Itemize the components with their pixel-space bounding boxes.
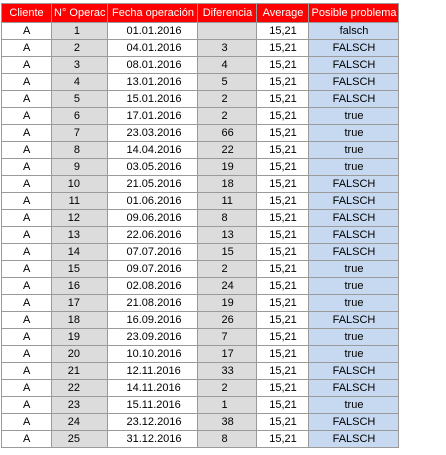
cell-op-value: 19	[67, 331, 80, 343]
cell-posible-problema[interactable]: true	[309, 142, 399, 159]
cell-date[interactable]: 23.12.2016	[108, 414, 198, 431]
cell-posible-problema[interactable]: true	[309, 295, 399, 312]
cell-cliente[interactable]: A	[2, 176, 52, 193]
cell-cliente[interactable]: A	[2, 91, 52, 108]
cell-average[interactable]: 15,21	[257, 380, 309, 397]
cell-diff[interactable]: 19	[198, 295, 257, 312]
cell-average[interactable]: 15,21	[257, 125, 309, 142]
cell-posible-problema[interactable]: FALSCH	[309, 414, 399, 431]
table-row	[2, 414, 399, 431]
table-row	[2, 295, 399, 312]
cell-diff[interactable]: 2	[198, 261, 257, 278]
cell-posible-problema[interactable]: FALSCH	[309, 74, 399, 91]
cell-diff[interactable]: 1	[198, 397, 257, 414]
table-row	[2, 176, 399, 193]
cell-op-value: 1	[73, 25, 80, 37]
cell-cliente[interactable]: A	[2, 278, 52, 295]
cell-posible-problema[interactable]: FALSCH	[309, 40, 399, 57]
cell-op-value: 2	[73, 42, 80, 54]
cell-cliente[interactable]: A	[2, 23, 52, 40]
cell-diff[interactable]: 8	[198, 431, 257, 448]
table-row	[2, 329, 399, 346]
cell-cliente[interactable]: A	[2, 74, 52, 91]
cell-posible-problema[interactable]: FALSCH	[309, 193, 399, 210]
cell-posible-problema[interactable]: FALSCH	[309, 210, 399, 227]
cell-cliente[interactable]: A	[2, 159, 52, 176]
cell-cliente[interactable]: A	[2, 210, 52, 227]
cell-op-value: 11	[68, 195, 80, 207]
cell-date[interactable]: 14.04.2016	[108, 142, 198, 159]
cell-cliente[interactable]: A	[2, 295, 52, 312]
cell-posible-problema[interactable]: FALSCH	[309, 227, 399, 244]
cell-op[interactable]	[52, 431, 108, 448]
table-row	[2, 346, 399, 363]
cell-posible-problema[interactable]: true	[309, 397, 399, 414]
cell-op[interactable]	[52, 176, 108, 193]
cell-average[interactable]: 15,21	[257, 23, 309, 40]
table-row	[2, 227, 399, 244]
cell-date[interactable]: 15.11.2016	[108, 397, 198, 414]
cell-cliente[interactable]: A	[2, 431, 52, 448]
cell-date[interactable]: 12.11.2016	[108, 363, 198, 380]
cell-diff[interactable]: 3	[198, 40, 257, 57]
cell-op-value: 20	[67, 348, 80, 360]
cell-average[interactable]: 15,21	[257, 159, 309, 176]
table-row	[2, 159, 399, 176]
table-row	[2, 40, 399, 57]
cell-diff[interactable]: 22	[198, 142, 257, 159]
table-row	[2, 431, 399, 448]
cell-diff[interactable]: 2	[198, 380, 257, 397]
cell-average[interactable]: 15,21	[257, 261, 309, 278]
cell-posible-problema[interactable]: falsch	[309, 23, 399, 40]
cell-op[interactable]	[52, 210, 108, 227]
cell-average[interactable]: 15,21	[257, 414, 309, 431]
table-row	[2, 380, 399, 397]
cell-cliente[interactable]: A	[2, 380, 52, 397]
cell-op-value: 13	[67, 229, 80, 241]
cell-op-value: 10	[67, 178, 80, 190]
cell-diff[interactable]	[198, 23, 257, 40]
cell-posible-problema[interactable]: FALSCH	[309, 244, 399, 261]
cell-op-value: 18	[67, 314, 80, 326]
cell-date[interactable]: 01.06.2016	[108, 193, 198, 210]
cell-posible-problema[interactable]: true	[309, 108, 399, 125]
cell-op-value: 23	[67, 399, 80, 411]
cell-op[interactable]	[52, 227, 108, 244]
cell-op[interactable]	[52, 329, 108, 346]
cell-average[interactable]: 15,21	[257, 227, 309, 244]
cell-date[interactable]: 15.01.2016	[108, 91, 198, 108]
cell-op[interactable]	[52, 261, 108, 278]
cell-average[interactable]: 15,21	[257, 295, 309, 312]
table-row	[2, 23, 399, 40]
cell-op[interactable]	[52, 23, 108, 40]
cell-average[interactable]: 15,21	[257, 346, 309, 363]
cell-cliente[interactable]: A	[2, 397, 52, 414]
cell-average[interactable]: 15,21	[257, 329, 309, 346]
cell-cliente[interactable]: A	[2, 125, 52, 142]
cell-date[interactable]: 04.01.2016	[108, 40, 198, 57]
cell-cliente[interactable]: A	[2, 414, 52, 431]
cell-diff[interactable]: 5	[198, 74, 257, 91]
cell-diff[interactable]: 2	[198, 108, 257, 125]
cell-posible-problema[interactable]: FALSCH	[309, 380, 399, 397]
cell-op-value: 4	[73, 76, 80, 88]
cell-op[interactable]	[52, 159, 108, 176]
cell-op[interactable]	[52, 142, 108, 159]
cell-posible-problema[interactable]: FALSCH	[309, 176, 399, 193]
cell-date[interactable]: 09.07.2016	[108, 261, 198, 278]
cell-average[interactable]: 15,21	[257, 244, 309, 261]
cell-cliente[interactable]: A	[2, 363, 52, 380]
cell-op[interactable]	[52, 57, 108, 74]
cell-op[interactable]	[52, 380, 108, 397]
cell-op-value: 25	[67, 433, 80, 445]
cell-date[interactable]: 02.08.2016	[108, 278, 198, 295]
cell-op[interactable]	[52, 108, 108, 125]
cell-op-value: 8	[73, 144, 80, 156]
table-row	[2, 142, 399, 159]
cell-date[interactable]: 17.01.2016	[108, 108, 198, 125]
cell-average[interactable]: 15,21	[257, 193, 309, 210]
cell-date[interactable]: 21.05.2016	[108, 176, 198, 193]
cell-cliente[interactable]: A	[2, 40, 52, 57]
cell-op-value: 3	[73, 59, 80, 71]
cell-diff[interactable]: 13	[198, 227, 257, 244]
cell-average[interactable]: 15,21	[257, 363, 309, 380]
table-row	[2, 278, 399, 295]
cell-average[interactable]: 15,21	[257, 142, 309, 159]
cell-cliente[interactable]: A	[2, 142, 52, 159]
cell-posible-problema[interactable]: FALSCH	[309, 312, 399, 329]
header-row	[2, 4, 399, 23]
cell-posible-problema[interactable]: true	[309, 329, 399, 346]
cell-op-value: 12	[67, 212, 80, 224]
cell-date[interactable]: 16.09.2016	[108, 312, 198, 329]
table-row	[2, 193, 399, 210]
cell-op[interactable]	[52, 244, 108, 261]
cell-average[interactable]: 15,21	[257, 312, 309, 329]
cell-op[interactable]	[52, 397, 108, 414]
cell-op-value: 22	[67, 382, 80, 394]
cell-average[interactable]: 15,21	[257, 210, 309, 227]
cell-op-value: 24	[67, 416, 80, 428]
cell-posible-problema[interactable]: FALSCH	[309, 363, 399, 380]
cell-op[interactable]	[52, 91, 108, 108]
cell-diff[interactable]: 15	[198, 244, 257, 261]
cell-date[interactable]: 31.12.2016	[108, 431, 198, 448]
cell-cliente[interactable]: A	[2, 346, 52, 363]
cell-op[interactable]	[52, 74, 108, 91]
cell-posible-problema[interactable]: FALSCH	[309, 431, 399, 448]
cell-average[interactable]: 15,21	[257, 74, 309, 91]
cell-op[interactable]	[52, 346, 108, 363]
cell-diff[interactable]: 2	[198, 91, 257, 108]
cell-average[interactable]: 15,21	[257, 397, 309, 414]
cell-cliente[interactable]: A	[2, 312, 52, 329]
cell-diff[interactable]: 33	[198, 363, 257, 380]
cell-average[interactable]: 15,21	[257, 176, 309, 193]
header-n-operacion[interactable]: N° Operac	[52, 4, 108, 23]
table-row	[2, 125, 399, 142]
cell-date[interactable]: 14.11.2016	[108, 380, 198, 397]
cell-diff[interactable]: 11	[198, 193, 257, 210]
cell-posible-problema[interactable]: true	[309, 261, 399, 278]
cell-date[interactable]: 07.07.2016	[108, 244, 198, 261]
cell-average[interactable]: 15,21	[257, 278, 309, 295]
cell-average[interactable]: 15,21	[257, 40, 309, 57]
cell-date[interactable]: 21.08.2016	[108, 295, 198, 312]
cell-diff[interactable]: 17	[198, 346, 257, 363]
table-row	[2, 210, 399, 227]
cell-diff[interactable]: 24	[198, 278, 257, 295]
cell-posible-problema[interactable]: true	[309, 278, 399, 295]
cell-diff[interactable]: 19	[198, 159, 257, 176]
cell-diff[interactable]: 38	[198, 414, 257, 431]
cell-op[interactable]	[52, 414, 108, 431]
cell-date[interactable]: 03.05.2016	[108, 159, 198, 176]
cell-op-value: 15	[67, 263, 80, 275]
cell-cliente[interactable]: A	[2, 57, 52, 74]
cell-date[interactable]: 10.10.2016	[108, 346, 198, 363]
cell-posible-problema[interactable]: true	[309, 346, 399, 363]
cell-cliente[interactable]: A	[2, 244, 52, 261]
cell-op-value: 5	[73, 93, 80, 105]
cell-op-value: 21	[67, 365, 80, 377]
header-diferencia[interactable]: Diferencia	[198, 4, 257, 23]
cell-diff[interactable]: 4	[198, 57, 257, 74]
table-row	[2, 108, 399, 125]
cell-cliente[interactable]: A	[2, 193, 52, 210]
cell-op[interactable]	[52, 40, 108, 57]
cell-op[interactable]	[52, 312, 108, 329]
cell-diff[interactable]: 7	[198, 329, 257, 346]
cell-op-value: 17	[67, 297, 80, 309]
cell-op[interactable]	[52, 193, 108, 210]
cell-diff[interactable]: 18	[198, 176, 257, 193]
table-row	[2, 57, 399, 74]
cell-average[interactable]: 15,21	[257, 108, 309, 125]
cell-average[interactable]: 15,21	[257, 431, 309, 448]
cell-op-value: 9	[73, 161, 80, 173]
cell-cliente[interactable]: A	[2, 227, 52, 244]
spreadsheet-table	[1, 3, 399, 448]
header-fecha-operacion[interactable]: Fecha operación	[108, 4, 198, 23]
cell-diff[interactable]: 66	[198, 125, 257, 142]
table-row	[2, 244, 399, 261]
cell-date[interactable]: 08.01.2016	[108, 57, 198, 74]
cell-op-value: 6	[73, 110, 80, 122]
cell-op[interactable]	[52, 363, 108, 380]
table-row	[2, 91, 399, 108]
cell-cliente[interactable]: A	[2, 108, 52, 125]
table-row	[2, 261, 399, 278]
cell-op-value: 7	[73, 127, 80, 139]
table-row	[2, 312, 399, 329]
cell-date[interactable]: 01.01.2016	[108, 23, 198, 40]
cell-date[interactable]: 23.03.2016	[108, 125, 198, 142]
table-row	[2, 397, 399, 414]
cell-posible-problema[interactable]: FALSCH	[309, 57, 399, 74]
cell-posible-problema[interactable]: true	[309, 125, 399, 142]
table-row	[2, 363, 399, 380]
cell-diff[interactable]: 26	[198, 312, 257, 329]
header-posible-problema[interactable]: Posible problema	[309, 4, 399, 23]
cell-op[interactable]	[52, 295, 108, 312]
cell-date[interactable]: 13.01.2016	[108, 74, 198, 91]
cell-op-value: 14	[67, 246, 80, 258]
table-row	[2, 74, 399, 91]
header-average[interactable]: Average	[257, 4, 309, 23]
cell-op[interactable]	[52, 278, 108, 295]
cell-date[interactable]: 23.09.2016	[108, 329, 198, 346]
cell-posible-problema[interactable]: true	[309, 159, 399, 176]
cell-date[interactable]: 09.06.2016	[108, 210, 198, 227]
cell-cliente[interactable]: A	[2, 329, 52, 346]
cell-op[interactable]	[52, 125, 108, 142]
cell-date[interactable]: 22.06.2016	[108, 227, 198, 244]
cell-average[interactable]: 15,21	[257, 57, 309, 74]
cell-posible-problema[interactable]: FALSCH	[309, 91, 399, 108]
cell-diff[interactable]: 8	[198, 210, 257, 227]
cell-average[interactable]: 15,21	[257, 91, 309, 108]
header-cliente[interactable]: Cliente	[2, 4, 52, 23]
cell-cliente[interactable]: A	[2, 261, 52, 278]
cell-op-value: 16	[67, 280, 80, 292]
